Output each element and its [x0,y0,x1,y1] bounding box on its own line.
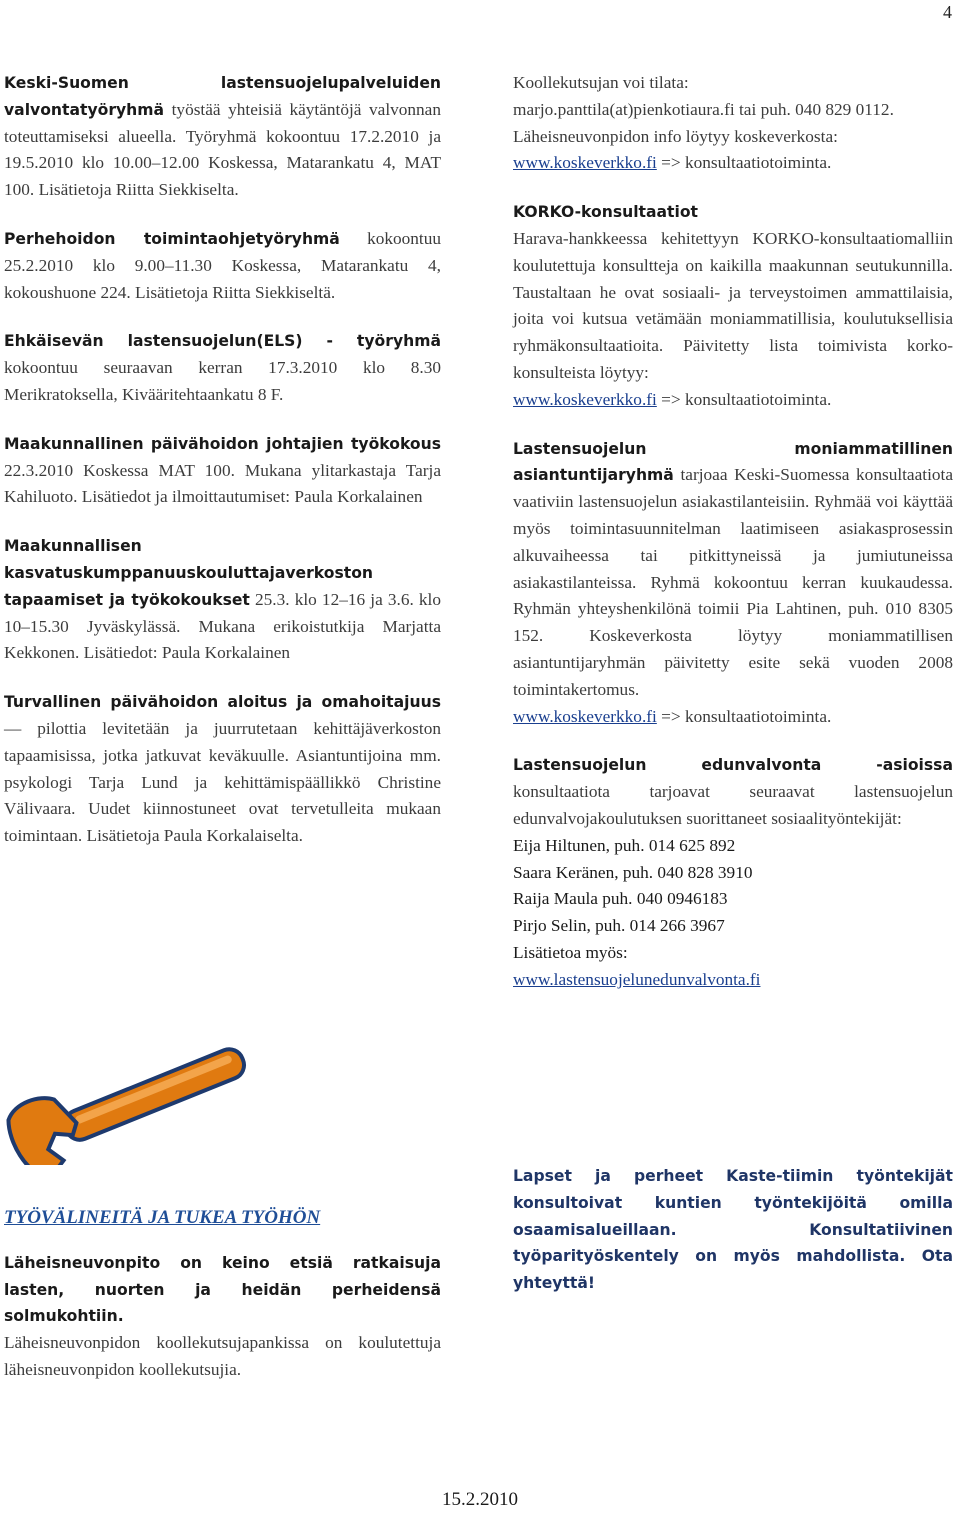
paragraph-korko [513,199,953,413]
contact-list [513,833,953,967]
wrench-illustration [2,1030,264,1165]
contact-item: Lisätietoa myös: [513,942,628,962]
paragraph-koollekutsuja [513,70,953,177]
text-edunvalvonta: konsultaatiota tarjoavat seuraavat lastensuojelun edunvalvojakoulutuksen suorittaneet sosiaalityöntekijät: [513,782,953,828]
paragraph-els [4,328,441,408]
text-paivahoito-johtajat: 22.3.2010 Koskessa MAT 100. Mukana ylitarkastaja Tarja Kahiluoto. Lisätiedot ja ilmoittautumiset: Paula Korkalainen [4,460,441,507]
page-number: 4 [943,2,952,22]
text-asiantuntijaryhma: tarjoaa Keski-Suomessa konsultaatiota vaativiin lastensuojelun asiakastilanteisiin. Ryhmää voi käyttää myös toimintasuunnitelman laatimiseen asiakasprosessin alkuvaiheessa tai pitkittyneissä ja jumiutuneissa asiakastilanteissa. Ryhmä kokoontuu kerran kuukaudessa. Ryhmän yhteyshenkilönä toimii Pia Lahtinen, puh. 010 8305 152. Koskeverkosta löytyy moniammatillisen asiantuntijaryhmän päivitetty esite sekä vuoden 2008 toimintakertomus. [513,465,953,699]
heading-paivahoito-johtajat: Maakunnallinen päivähoidon johtajien työkokous [4,434,441,453]
left-column [4,70,441,872]
heading-edunvalvonta: Lastensuojelun edunvalvonta -asioissa [513,756,953,775]
heading-laheisneuvonpito: Läheisneuvonpito on keino etsiä ratkaisuja lasten, nuorten ja heidän perheidensä solmukohtiin. [4,1253,441,1326]
heading-kasvatuskumppanuus: Maakunnallisen kasvatuskumppanuuskouluttajaverkoston tapaamiset ja työkokoukset [4,537,374,609]
text-koollekutsuja-3: Läheisneuvonpidon info löytyy koskeverkosta: [513,126,838,146]
paragraph-valvontatyoryhma [4,70,441,204]
text-laheisneuvonpito: Läheisneuvonpidon koollekutsujapankissa on koulutettuja läheisneuvonpidon koollekutsujia. [4,1333,441,1379]
heading-asiantuntijaryhma: Lastensuojelun moniammatillinen asiantuntijaryhmä [513,439,953,485]
paragraph-laheisneuvonpito [4,1250,441,1384]
text-konsultaatiotoiminta-2: => konsultaatiotoiminta. [656,389,832,409]
koskeverkko-link-3[interactable]: www.koskeverkko.fi [513,706,657,726]
text-koollekutsuja-2: marjo.panttila(at)pienkotiaura.fi tai puh. 040 829 0112. [513,99,894,119]
paragraph-asiantuntijaryhma [513,436,953,731]
kaste-note [513,1163,953,1297]
tools-section [4,1205,441,1384]
heading-perhehoito: Perhehoidon toimintaohjetyöryhmä [4,229,340,248]
contact-item: Raija Maula puh. 040 0946183 [513,889,728,909]
paragraph-perhehoito [4,226,441,306]
text-valvontatyoryhma: työstää yhteisiä käytäntöjä valvonnan toteuttamiseksi alueella. Työryhmä kokoontuu 17.2.2010 ja 19.5.2010 klo 10.00–12.00 Koskessa, Matarankatu 4, MAT 100. Lisätietoja Riitta Siekkiselta. [4,99,441,200]
text-konsultaatiotoiminta-3: => konsultaatiotoiminta. [656,706,832,726]
heading-els: Ehkäisevän lastensuojelun(ELS) - työryhmä [4,332,441,351]
koskeverkko-link-1[interactable]: www.koskeverkko.fi [513,153,657,173]
contact-item: Eija Hiltunen, puh. 014 625 892 [513,835,736,855]
text-omahoitajuus: — pilottia levitetään ja juurrutetaan kehittäjäverkoston tapaamisissa, jotka jatkuvat keväkuulle. Asiantuntijoina mm. psykologi Tarja Lund ja kehittämispäällikkö Christine Välivaara. Uudet kiinnostuneet ovat tervetulleita mukaan toimintaan. Lisätietoja Paula Korkalaiselta. [4,718,441,846]
text-koollekutsuja-1: Koollekutsujan voi tilata: [513,73,689,92]
heading-korko: KORKO-konsultaatiot [513,203,699,222]
footer-date: 15.2.2010 [442,1489,518,1510]
paragraph-kasvatuskumppanuus [4,533,441,667]
heading-omahoitajuus: Turvallinen päivähoidon aloitus ja omahoitajuus [4,693,441,712]
heading-valvontatyoryhma: Keski-Suomen lastensuojelupalveluiden valvontatyöryhmä [4,74,441,119]
contact-item: Saara Keränen, puh. 040 828 3910 [513,862,753,882]
koskeverkko-link-2[interactable]: www.koskeverkko.fi [513,389,657,409]
section-title: TYÖVÄLINEITÄ JA TUKEA TYÖHÖN [4,1207,321,1228]
paragraph-omahoitajuus [4,689,441,850]
paragraph-edunvalvonta [513,752,953,993]
text-kasvatuskumppanuus: 25.3. klo 12–16 ja 3.6. klo 10–15.30 Jyväskylässä. Mukana erikoistutkija Marjatta Kekkonen. Lisätiedot: Paula Korkalainen [4,589,441,663]
kaste-text: Lapset ja perheet Kaste-tiimin työntekijät konsultoivat kuntien työntekijöitä omilla osaamisalueillaan. Konsultatiivinen työparityöskentely on myös mahdollista. Ota yhteyttä! [513,1167,953,1293]
text-korko: Harava-hankkeessa kehitettyyn KORKO-konsultaatiomalliin koulutettuja konsultteja on kaikilla maakunnan seutukunnilla. Taustaltaan he ovat sosiaali- ja terveystoimen ammattilaisia, joita voi kutsua vetämään moniammatillisia, koulutuksellisia ryhmäkonsultaatioita. Päivitetty lista toimivista korko-konsulteista löytyy: [513,228,953,382]
paragraph-paivahoito-johtajat [4,431,441,511]
right-column [513,70,953,1016]
text-perhehoito: kokoontuu 25.2.2010 klo 9.00–11.30 Koskessa, Matarankatu 4, kokoushuone 224. Lisätietoja Riitta Siekkiseltä. [4,228,442,302]
text-konsultaatiotoiminta-1: => konsultaatiotoiminta. [656,153,832,173]
section-title-container [4,1205,441,1232]
text-els: kokoontuu seuraavan kerran 17.3.2010 klo 8.30 Merikratoksella, Kivääritehtaankatu 8 F. [4,358,441,404]
edunvalvonta-link[interactable]: www.lastensuojelunedunvalvonta.fi [513,969,761,989]
contact-item: Pirjo Selin, puh. 014 266 3967 [513,916,725,936]
